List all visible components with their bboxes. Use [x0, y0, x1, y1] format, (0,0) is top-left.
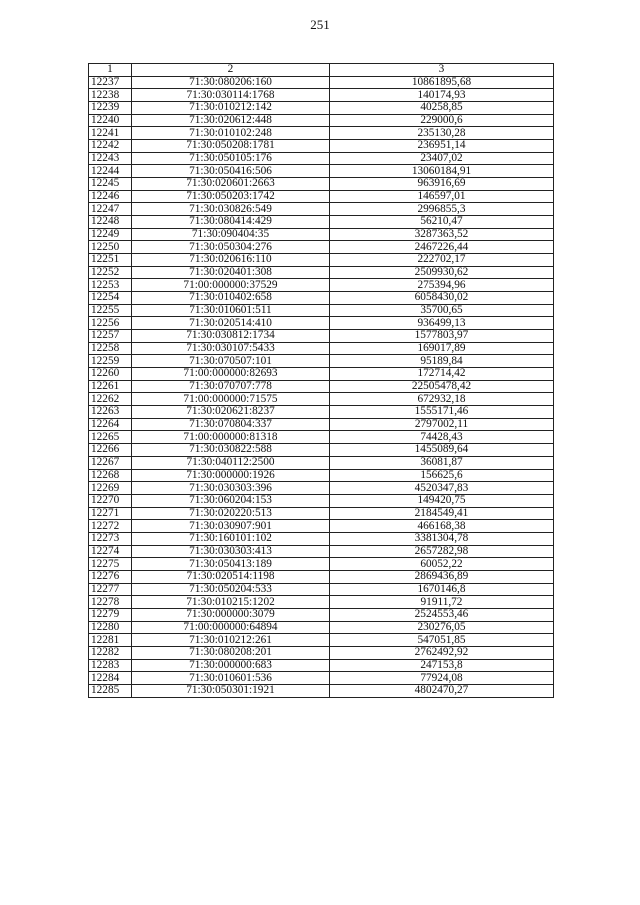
cadastral-number-cell: 71:30:030303:413	[132, 545, 330, 558]
row-number-cell: 12271	[89, 507, 132, 520]
value-cell: 10861895,68	[330, 76, 554, 89]
value-cell: 56210,47	[330, 216, 554, 229]
value-cell: 466168,38	[330, 520, 554, 533]
row-number-cell: 12241	[89, 127, 132, 140]
table-row	[89, 304, 554, 317]
table-row	[89, 520, 554, 533]
table-row	[89, 482, 554, 495]
cadastral-number-cell: 71:30:030907:901	[132, 520, 330, 533]
row-number-cell: 12249	[89, 228, 132, 241]
cadastral-number-cell: 71:30:030822:588	[132, 444, 330, 457]
cadastral-number-cell: 71:30:010102:248	[132, 127, 330, 140]
row-number-cell: 12258	[89, 342, 132, 355]
value-cell: 172714,42	[330, 368, 554, 381]
cadastral-number-cell: 71:30:050208:1781	[132, 140, 330, 153]
row-number-cell: 12237	[89, 76, 132, 89]
cadastral-number-cell: 71:30:000000:683	[132, 659, 330, 672]
table-row	[89, 583, 554, 596]
cadastral-number-cell: 71:00:000000:81318	[132, 431, 330, 444]
cadastral-number-cell: 71:30:010601:511	[132, 304, 330, 317]
row-number-cell: 12255	[89, 304, 132, 317]
cadastral-number-cell: 71:30:030826:549	[132, 203, 330, 216]
table-row	[89, 646, 554, 659]
value-cell: 91911,72	[330, 596, 554, 609]
cadastral-number-cell: 71:30:020612:448	[132, 114, 330, 127]
value-cell: 1577803,97	[330, 330, 554, 343]
value-cell: 6058430,02	[330, 292, 554, 305]
cadastral-number-cell: 71:30:070507:101	[132, 355, 330, 368]
table-row	[89, 254, 554, 267]
cadastral-number-cell: 71:00:000000:64894	[132, 621, 330, 634]
cadastral-number-cell: 71:30:000000:1926	[132, 469, 330, 482]
value-cell: 140174,93	[330, 89, 554, 102]
row-number-cell: 12246	[89, 190, 132, 203]
value-cell: 3381304,78	[330, 532, 554, 545]
row-number-cell: 12248	[89, 216, 132, 229]
row-number-cell: 12247	[89, 203, 132, 216]
value-cell: 4802470,27	[330, 684, 554, 697]
value-cell: 222702,17	[330, 254, 554, 267]
cadastral-number-cell: 71:30:050413:189	[132, 558, 330, 571]
cadastral-number-cell: 71:30:020220:513	[132, 507, 330, 520]
row-number-cell: 12267	[89, 456, 132, 469]
table-row	[89, 203, 554, 216]
value-cell: 247153,8	[330, 659, 554, 672]
value-cell: 2996855,3	[330, 203, 554, 216]
table-row	[89, 178, 554, 191]
value-cell: 229000,6	[330, 114, 554, 127]
row-number-cell: 12273	[89, 532, 132, 545]
row-number-cell: 12238	[89, 89, 132, 102]
cadastral-number-cell: 71:30:050204:533	[132, 583, 330, 596]
cadastral-number-cell: 71:30:020401:308	[132, 266, 330, 279]
table-row	[89, 127, 554, 140]
cadastral-number-cell: 71:30:080208:201	[132, 646, 330, 659]
table-row	[89, 330, 554, 343]
cadastral-number-cell: 71:30:030303:396	[132, 482, 330, 495]
value-cell: 235130,28	[330, 127, 554, 140]
table-row	[89, 684, 554, 697]
column-header-1: 1	[89, 64, 132, 77]
value-cell: 547051,85	[330, 634, 554, 647]
table-row	[89, 190, 554, 203]
row-number-cell: 12242	[89, 140, 132, 153]
header-row	[89, 64, 554, 77]
value-cell: 2509930,62	[330, 266, 554, 279]
table-row	[89, 596, 554, 609]
row-number-cell: 12277	[89, 583, 132, 596]
value-cell: 2657282,98	[330, 545, 554, 558]
row-number-cell: 12244	[89, 165, 132, 178]
cadastral-number-cell: 71:30:010402:658	[132, 292, 330, 305]
cadastral-number-cell: 71:30:020514:1198	[132, 570, 330, 583]
table-row	[89, 342, 554, 355]
row-number-cell: 12262	[89, 393, 132, 406]
table-row	[89, 165, 554, 178]
cadastral-number-cell: 71:30:040112:2500	[132, 456, 330, 469]
cadastral-number-cell: 71:30:050304:276	[132, 241, 330, 254]
value-cell: 77924,08	[330, 672, 554, 685]
table-row	[89, 469, 554, 482]
row-number-cell: 12250	[89, 241, 132, 254]
value-cell: 936499,13	[330, 317, 554, 330]
row-number-cell: 12285	[89, 684, 132, 697]
data-table	[88, 63, 554, 698]
cadastral-number-cell: 71:30:070804:337	[132, 418, 330, 431]
cadastral-number-cell: 71:30:020514:410	[132, 317, 330, 330]
cadastral-number-cell: 71:30:020616:110	[132, 254, 330, 267]
table-row	[89, 672, 554, 685]
row-number-cell: 12264	[89, 418, 132, 431]
cadastral-number-cell: 71:00:000000:37529	[132, 279, 330, 292]
row-number-cell: 12283	[89, 659, 132, 672]
row-number-cell: 12253	[89, 279, 132, 292]
cadastral-number-cell: 71:30:010215:1202	[132, 596, 330, 609]
cadastral-number-cell: 71:30:070707:778	[132, 380, 330, 393]
row-number-cell: 12270	[89, 494, 132, 507]
table-row	[89, 621, 554, 634]
cadastral-number-cell: 71:30:030107:5433	[132, 342, 330, 355]
cadastral-number-cell: 71:30:010212:142	[132, 102, 330, 115]
row-number-cell: 12243	[89, 152, 132, 165]
table-row	[89, 292, 554, 305]
table-row	[89, 456, 554, 469]
table-row	[89, 380, 554, 393]
table-row	[89, 216, 554, 229]
cadastral-number-cell: 71:30:080414:429	[132, 216, 330, 229]
row-number-cell: 12278	[89, 596, 132, 609]
row-number-cell: 12268	[89, 469, 132, 482]
cadastral-number-cell: 71:30:160101:102	[132, 532, 330, 545]
table-row	[89, 545, 554, 558]
row-number-cell: 12263	[89, 406, 132, 419]
page-number: 251	[310, 17, 330, 32]
value-cell: 275394,96	[330, 279, 554, 292]
row-number-cell: 12256	[89, 317, 132, 330]
cadastral-number-cell: 71:30:000000:3079	[132, 608, 330, 621]
row-number-cell: 12265	[89, 431, 132, 444]
value-cell: 95189,84	[330, 355, 554, 368]
table-row	[89, 279, 554, 292]
column-header-2: 2	[132, 64, 330, 77]
value-cell: 1555171,46	[330, 406, 554, 419]
row-number-cell: 12279	[89, 608, 132, 621]
cadastral-number-cell: 71:00:000000:82693	[132, 368, 330, 381]
table-row	[89, 406, 554, 419]
value-cell: 74428,43	[330, 431, 554, 444]
row-number-cell: 12239	[89, 102, 132, 115]
cadastral-number-cell: 71:30:080206:160	[132, 76, 330, 89]
value-cell: 2467226,44	[330, 241, 554, 254]
value-cell: 149420,75	[330, 494, 554, 507]
row-number-cell: 12254	[89, 292, 132, 305]
value-cell: 236951,14	[330, 140, 554, 153]
table-row	[89, 418, 554, 431]
row-number-cell: 12272	[89, 520, 132, 533]
row-number-cell: 12245	[89, 178, 132, 191]
table-row	[89, 152, 554, 165]
table-row	[89, 368, 554, 381]
cadastral-number-cell: 71:30:020601:2663	[132, 178, 330, 191]
cadastral-number-cell: 71:30:050105:176	[132, 152, 330, 165]
value-cell: 36081,87	[330, 456, 554, 469]
value-cell: 4520347,83	[330, 482, 554, 495]
row-number-cell: 12269	[89, 482, 132, 495]
row-number-cell: 12280	[89, 621, 132, 634]
table-row	[89, 114, 554, 127]
cadastral-number-cell: 71:30:030812:1734	[132, 330, 330, 343]
cadastral-number-cell: 71:30:010601:536	[132, 672, 330, 685]
value-cell: 60052,22	[330, 558, 554, 571]
table-row	[89, 140, 554, 153]
cadastral-number-cell: 71:30:060204:153	[132, 494, 330, 507]
table-row	[89, 558, 554, 571]
row-number-cell: 12281	[89, 634, 132, 647]
table-row	[89, 76, 554, 89]
cadastral-number-cell: 71:30:050416:506	[132, 165, 330, 178]
cadastral-number-cell: 71:30:050203:1742	[132, 190, 330, 203]
table-row	[89, 494, 554, 507]
table-row	[89, 659, 554, 672]
value-cell: 2762492,92	[330, 646, 554, 659]
value-cell: 230276,05	[330, 621, 554, 634]
value-cell: 963916,69	[330, 178, 554, 191]
cadastral-number-cell: 71:30:030114:1768	[132, 89, 330, 102]
value-cell: 1670146,8	[330, 583, 554, 596]
value-cell: 23407,02	[330, 152, 554, 165]
value-cell: 672932,18	[330, 393, 554, 406]
cadastral-number-cell: 71:30:020621:8237	[132, 406, 330, 419]
table-row	[89, 102, 554, 115]
value-cell: 2524553,46	[330, 608, 554, 621]
table-row	[89, 355, 554, 368]
value-cell: 35700,65	[330, 304, 554, 317]
cadastral-number-cell: 71:30:050301:1921	[132, 684, 330, 697]
cadastral-number-cell: 71:30:010212:261	[132, 634, 330, 647]
value-cell: 2869436,89	[330, 570, 554, 583]
table-row	[89, 431, 554, 444]
table-body	[89, 76, 554, 697]
table-row	[89, 266, 554, 279]
table-row	[89, 634, 554, 647]
table-row	[89, 570, 554, 583]
value-cell: 2184549,41	[330, 507, 554, 520]
value-cell: 22505478,42	[330, 380, 554, 393]
cadastral-number-cell: 71:00:000000:71575	[132, 393, 330, 406]
row-number-cell: 12252	[89, 266, 132, 279]
row-number-cell: 12282	[89, 646, 132, 659]
value-cell: 169017,89	[330, 342, 554, 355]
row-number-cell: 12251	[89, 254, 132, 267]
row-number-cell: 12257	[89, 330, 132, 343]
column-header-3: 3	[330, 64, 554, 77]
table-row	[89, 532, 554, 545]
cadastral-number-cell: 71:30:090404:35	[132, 228, 330, 241]
value-cell: 3287363,52	[330, 228, 554, 241]
row-number-cell: 12259	[89, 355, 132, 368]
row-number-cell: 12260	[89, 368, 132, 381]
row-number-cell: 12240	[89, 114, 132, 127]
table-row	[89, 241, 554, 254]
value-cell: 2797002,11	[330, 418, 554, 431]
table-row	[89, 393, 554, 406]
row-number-cell: 12276	[89, 570, 132, 583]
table-row	[89, 444, 554, 457]
table-row	[89, 89, 554, 102]
table-row	[89, 507, 554, 520]
row-number-cell: 12274	[89, 545, 132, 558]
table-row	[89, 317, 554, 330]
value-cell: 146597,01	[330, 190, 554, 203]
row-number-cell: 12266	[89, 444, 132, 457]
table-row	[89, 608, 554, 621]
row-number-cell: 12275	[89, 558, 132, 571]
row-number-cell: 12284	[89, 672, 132, 685]
row-number-cell: 12261	[89, 380, 132, 393]
value-cell: 156625,6	[330, 469, 554, 482]
table-row	[89, 228, 554, 241]
value-cell: 1455089,64	[330, 444, 554, 457]
value-cell: 40258,85	[330, 102, 554, 115]
value-cell: 13060184,91	[330, 165, 554, 178]
